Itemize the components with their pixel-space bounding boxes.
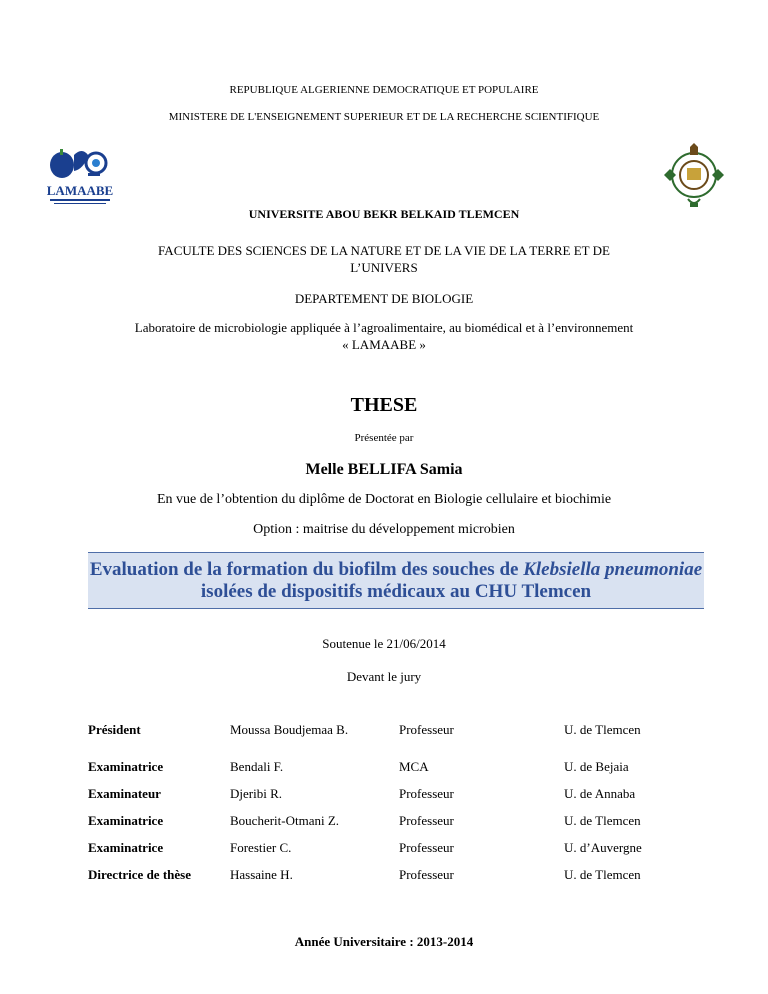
jury-member-name: Boucherit-Otmani Z. xyxy=(230,813,340,828)
jury-row xyxy=(88,867,688,885)
jury-grade: Professeur xyxy=(399,786,454,801)
thesis-title-box xyxy=(88,552,704,609)
jury-member-name: Bendali F. xyxy=(230,759,284,774)
jury-grade: MCA xyxy=(399,759,429,774)
faculty-name xyxy=(110,242,658,276)
jury-university: U. de Tlemcen xyxy=(564,867,641,882)
jury-role: Examinateur xyxy=(88,786,161,801)
jury-grade: Professeur xyxy=(399,722,454,737)
jury-university: U. d’Auvergne xyxy=(564,840,642,855)
degree-purpose: En vue de l’obtention du diplôme de Doctorat en Biologie cellulaire et biochimie xyxy=(156,492,612,507)
jury-university: U. de Tlemcen xyxy=(564,722,641,737)
laboratory-line-1: Laboratoire de microbiologie appliquée à l’agroalimentaire, au biomédical et à l’environnement xyxy=(134,320,634,335)
academic-year: Année Universitaire : 2013-2014 xyxy=(294,934,474,949)
jury-university: U. de Tlemcen xyxy=(564,813,641,828)
jury-role: Directrice de thèse xyxy=(88,867,191,882)
jury-row xyxy=(88,759,688,777)
jury-row xyxy=(88,813,688,831)
jury-role: Examinatrice xyxy=(88,759,164,774)
university-name: UNIVERSITE ABOU BEKR BELKAID TLEMCEN xyxy=(248,207,520,221)
jury-row xyxy=(88,722,688,740)
jury-grade: Professeur xyxy=(399,813,454,828)
lamaabe-logo xyxy=(44,143,116,213)
faculty-line-1: FACULTE DES SCIENCES DE LA NATURE ET DE LA VIE DE LA TERRE ET DE xyxy=(158,243,610,258)
jury-intro: Devant le jury xyxy=(346,669,422,684)
jury-member-name: Forestier C. xyxy=(230,840,292,855)
jury-university: U. de Bejaia xyxy=(564,759,629,774)
jury-member-name: Moussa Boudjemaa B. xyxy=(230,722,349,737)
university-seal-logo xyxy=(654,143,734,213)
jury-member-name: Djeribi R. xyxy=(230,786,282,801)
jury-role: Examinatrice xyxy=(88,840,164,855)
jury-grade: Professeur xyxy=(399,840,454,855)
department-name: DEPARTEMENT DE BIOLOGIE xyxy=(294,291,474,306)
republic-heading: REPUBLIQUE ALGERIENNE DEMOCRATIQUE ET POPULAIRE xyxy=(229,84,539,96)
title-part-1: Evaluation de la formation du biofilm des souches de xyxy=(89,558,524,580)
defense-date: Soutenue le 21/06/2014 xyxy=(322,636,446,651)
jury-university: U. de Annaba xyxy=(564,786,636,801)
jury-row xyxy=(88,786,688,804)
jury-grade: Professeur xyxy=(399,867,454,882)
jury-role: Examinatrice xyxy=(88,813,164,828)
jury-member-name: Hassaine H. xyxy=(230,867,293,882)
presented-by: Présentée par xyxy=(354,432,414,444)
laboratory-line-2: « LAMAABE » xyxy=(342,337,426,352)
svg-text:LAMAABE: LAMAABE xyxy=(46,183,114,198)
jury-role: Président xyxy=(88,722,141,737)
thesis-heading: THESE xyxy=(350,394,418,416)
ministry-heading: MINISTERE DE L'ENSEIGNEMENT SUPERIEUR ET DE LA RECHERCHE SCIENTIFIQUE xyxy=(168,111,600,123)
title-part-2: isolées de dispositifs médicaux au CHU Tlemcen xyxy=(200,580,592,602)
thesis-title xyxy=(88,559,704,603)
faculty-line-2: L’UNIVERS xyxy=(350,260,418,275)
jury-row xyxy=(88,840,688,858)
title-species: Klebsiella pneumoniae xyxy=(523,558,703,580)
laboratory-name xyxy=(80,319,688,353)
thesis-option: Option : maitrise du développement microbien xyxy=(253,522,515,537)
author-name: Melle BELLIFA Samia xyxy=(305,461,463,478)
